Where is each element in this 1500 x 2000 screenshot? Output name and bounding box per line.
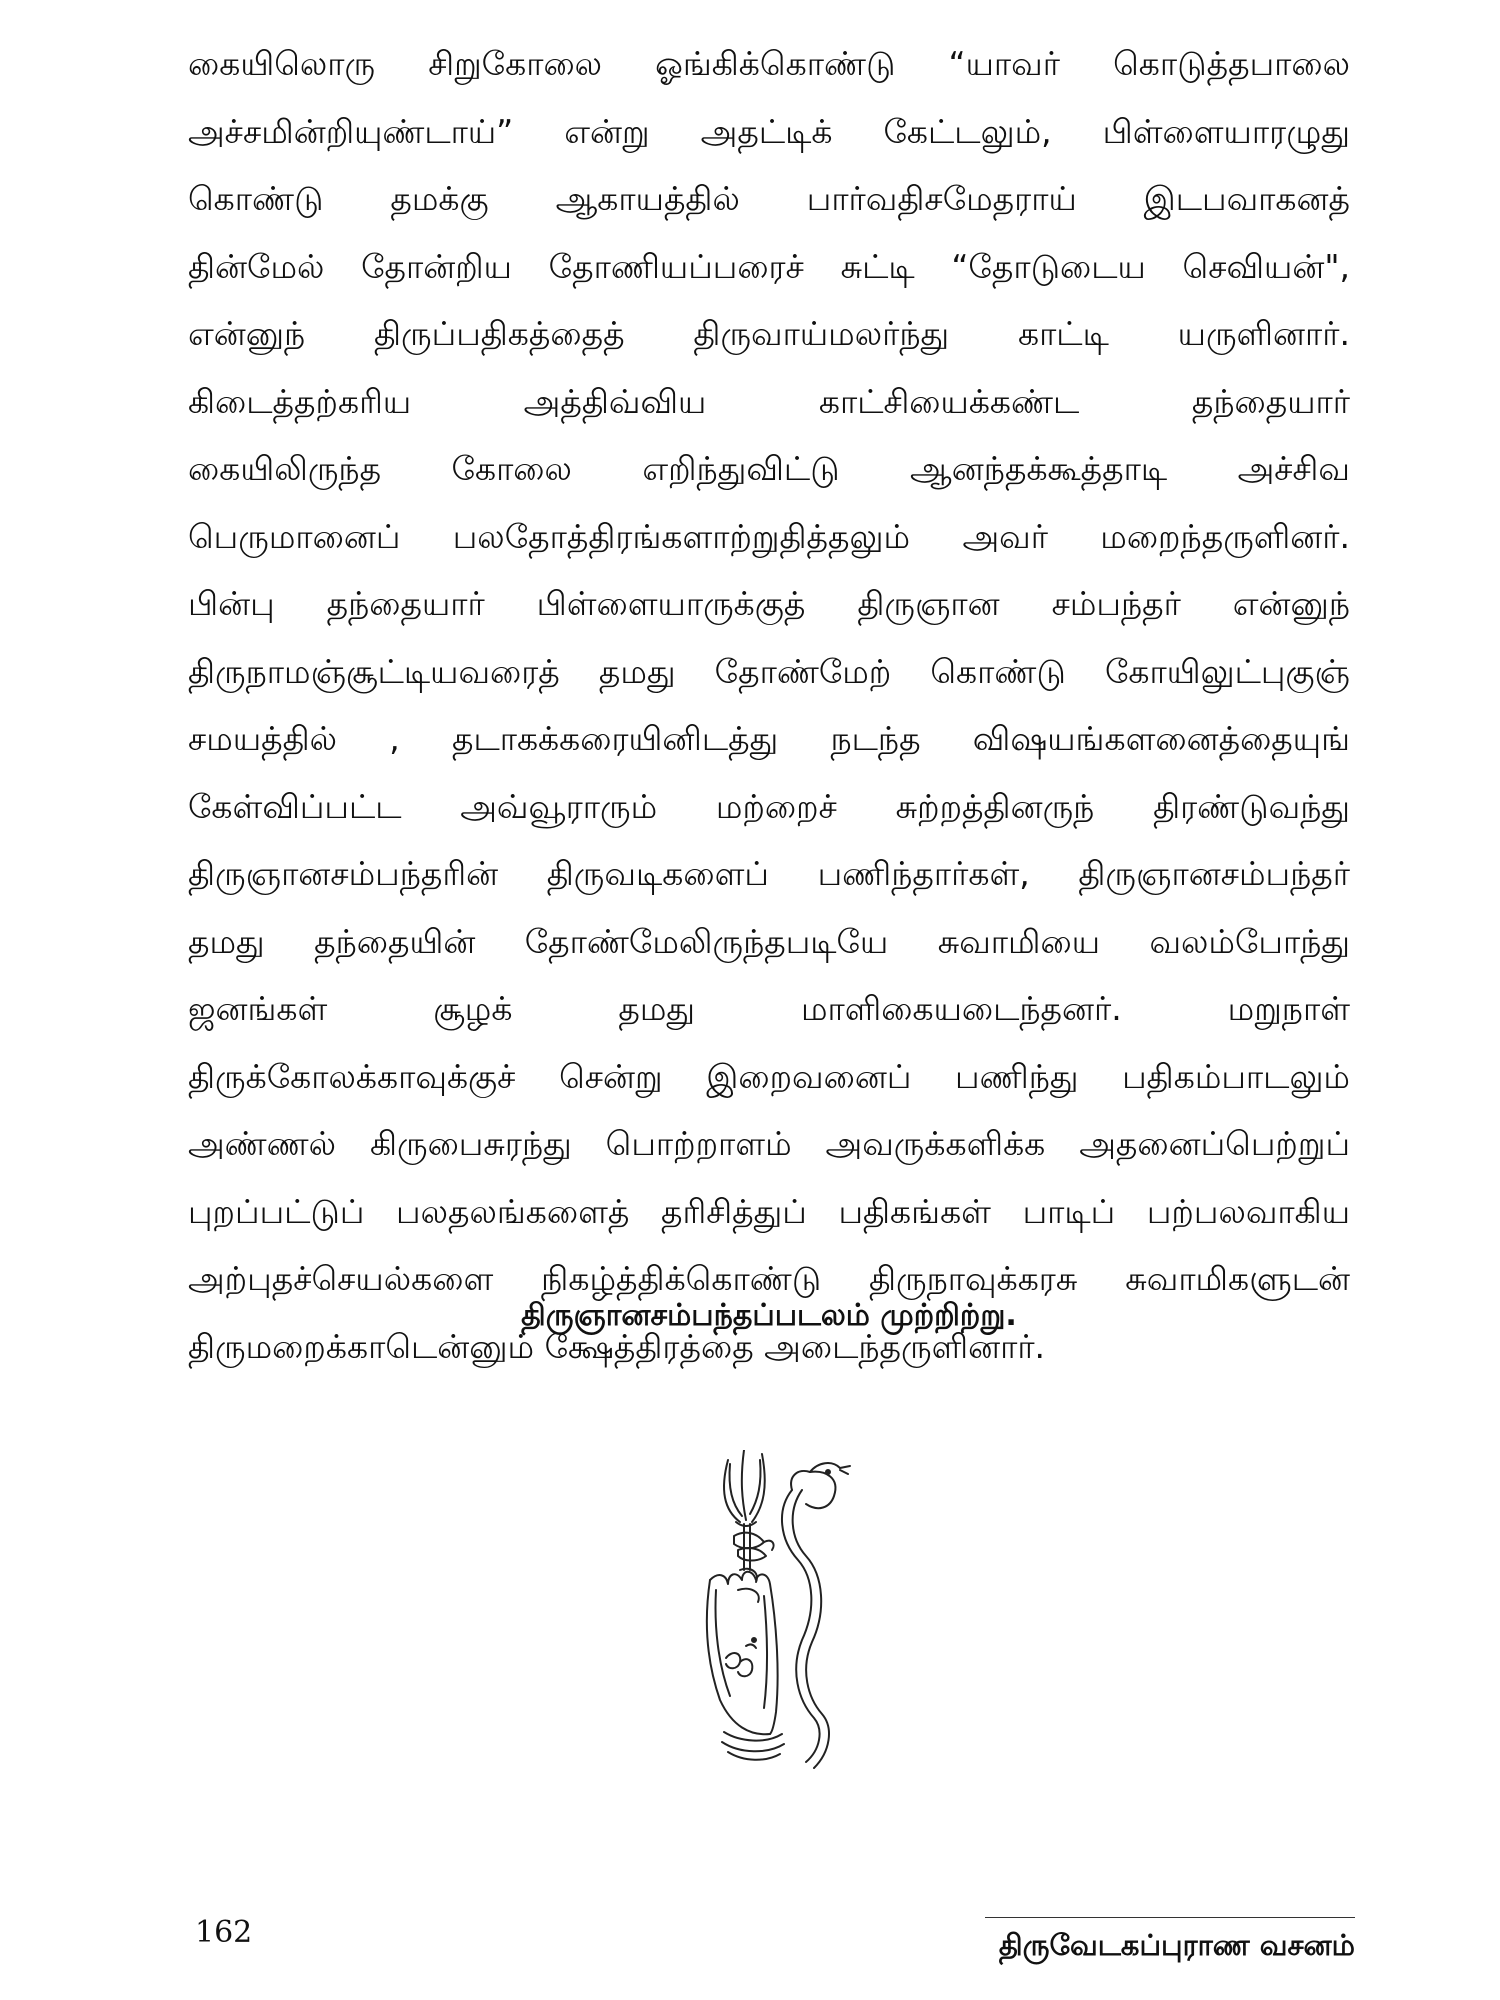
book-title-footer: திருவேடகப்புராண வசனம் [998, 1928, 1355, 1962]
text-line: என்னுந் திருப்பதிகத்தைத் திருவாய்மலர்ந்து காட்டி யருளினார். [188, 314, 1350, 353]
text-line: கையிலொரு சிறுகோலை ஓங்கிக்கொண்டு “யாவர் கொடுத்தபாலை [188, 44, 1350, 83]
body-text [188, 30, 1350, 1380]
text-line: ஜனங்கள் சூழக் தமது மாளிகையடைந்தனர். மறுநாள் [188, 989, 1350, 1028]
text-line: அண்ணல் கிருபைசுரந்து பொற்றாளம் அவருக்களிக்க அதனைப்பெற்றுப் [188, 1124, 1350, 1163]
text-line: கொண்டு தமக்கு ஆகாயத்தில் பார்வதிசமேதராய் இடபவாகனத் [188, 179, 1350, 218]
text-line: தமது தந்தையின் தோண்மேலிருந்தபடியே சுவாமியை வலம்போந்து [188, 921, 1350, 961]
text-line: அற்புதச்செயல்களை நிகழ்த்திக்கொண்டு திருநாவுக்கரசு சுவாமிகளுடன் [188, 1259, 1350, 1298]
text-line: புறப்பட்டுப் பலதலங்களைத் தரிசித்துப் பதிகங்கள் பாடிப் பற்பலவாகிய [188, 1191, 1350, 1231]
text-line: தின்மேல் தோன்றிய தோணியப்பரைச் சுட்டி “தோடுடைய செவியன்", [188, 246, 1350, 286]
text-line: திருமறைக்காடென்னும் க்ஷேத்திரத்தை அடைந்தருளினார். [188, 1326, 1046, 1366]
footer-divider [985, 1917, 1355, 1918]
page-number: 162 [195, 1915, 253, 1950]
trident-hand-cobra-emblem-icon [680, 1450, 870, 1780]
text-line: திருஞானசம்பந்தரின் திருவடிகளைப் பணிந்தார்கள், திருஞானசம்பந்தர் [188, 854, 1350, 893]
text-line: அச்சமின்றியுண்டாய்” என்று அதட்டிக் கேட்டலும், பிள்ளையாரழுது [188, 111, 1350, 151]
text-line: கேள்விப்பட்ட அவ்வூராரும் மற்றைச் சுற்றத்தினருந் திரண்டுவந்து [188, 786, 1350, 826]
text-line: திருக்கோலக்காவுக்குச் சென்று இறைவனைப் பணிந்து பதிகம்பாடலும் [188, 1056, 1350, 1096]
text-line: பெருமானைப் பலதோத்திரங்களாற்றுதித்தலும் அவர் மறைந்தருளினர். [188, 516, 1350, 556]
chapter-closing-line: திருஞானசம்பந்தப்படலம் முற்றிற்று. [521, 1298, 1017, 1333]
text-line: பின்பு தந்தையார் பிள்ளையாருக்குத் திருஞான சம்பந்தர் என்னுந் [188, 584, 1350, 623]
text-line: சமயத்தில் , தடாகக்கரையினிடத்து நடந்த விஷயங்களனைத்தையுங் [188, 719, 1350, 758]
text-line: கிடைத்தற்கரிய அத்திவ்விய காட்சியைக்கண்ட தந்தையார் [188, 381, 1350, 421]
text-line: கையிலிருந்த கோலை எறிந்துவிட்டு ஆனந்தக்கூத்தாடி அச்சிவ [188, 449, 1350, 488]
text-line: திருநாமஞ்சூட்டியவரைத் தமது தோண்மேற் கொண்டு கோயிலுட்புகுஞ் [188, 651, 1350, 691]
